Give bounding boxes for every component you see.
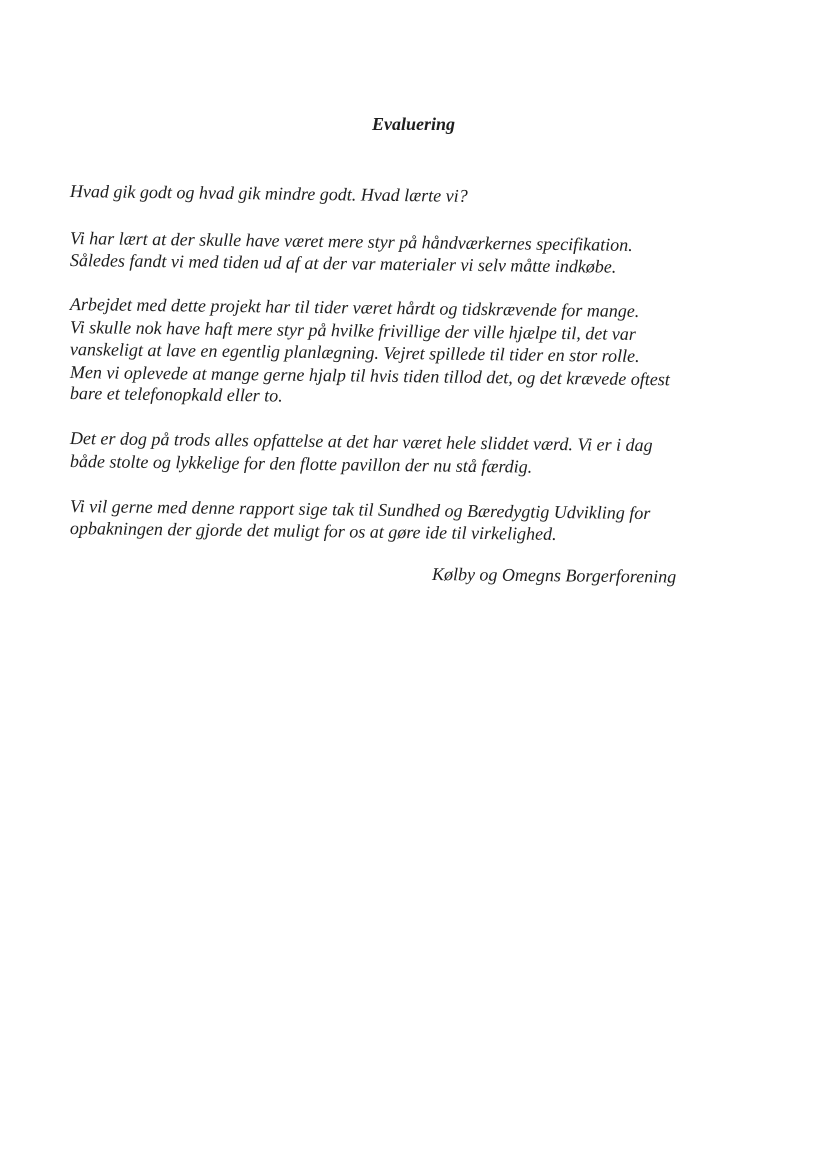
- paragraph-line: Vi skulle nok have haft mere styr på hvilke frivillige der ville hjælpe til, det var: [69, 317, 636, 344]
- signature: Kølby og Omegns Borgerforening: [431, 564, 677, 587]
- paragraph-line: Vi vil gerne med denne rapport sige tak til Sundhed og Bæredygtig Udvikling for: [69, 496, 651, 524]
- paragraph-line: Vi har lært at der skulle have været mere styr på håndværkernes specifikation.: [69, 228, 633, 255]
- document-title: Evaluering: [371, 114, 455, 134]
- paragraph-line: Arbejdet med dette projekt har til tider været hårdt og tidskrævende for mange.: [69, 294, 640, 321]
- paragraph-line: Det er dog på trods alles opfattelse at det har været hele sliddet værd. Vi er i dag: [69, 428, 653, 456]
- paragraph-line: både stolte og lykkelige for den flotte pavillon der nu stå færdig.: [69, 451, 533, 477]
- question-line: Hvad gik godt og hvad gik mindre godt. Hvad lærte vi?: [69, 181, 468, 206]
- paragraph-line: bare et telefonopkald eller to.: [69, 383, 283, 406]
- paragraph-line: Således fandt vi med tiden ud af at der var materialer vi selv måtte indkøbe.: [69, 250, 617, 277]
- paragraph-line: opbakningen der gjorde det muligt for os at gøre ide til virkelighed.: [69, 518, 557, 544]
- paragraph-line: vanskeligt at lave en egentlig planlægning. Vejret spillede til tider en stor rolle.: [69, 339, 640, 366]
- paragraph-line: Men vi oplevede at mange gerne hjalp til hvis tiden tillod det, og det krævede oftest: [69, 362, 670, 390]
